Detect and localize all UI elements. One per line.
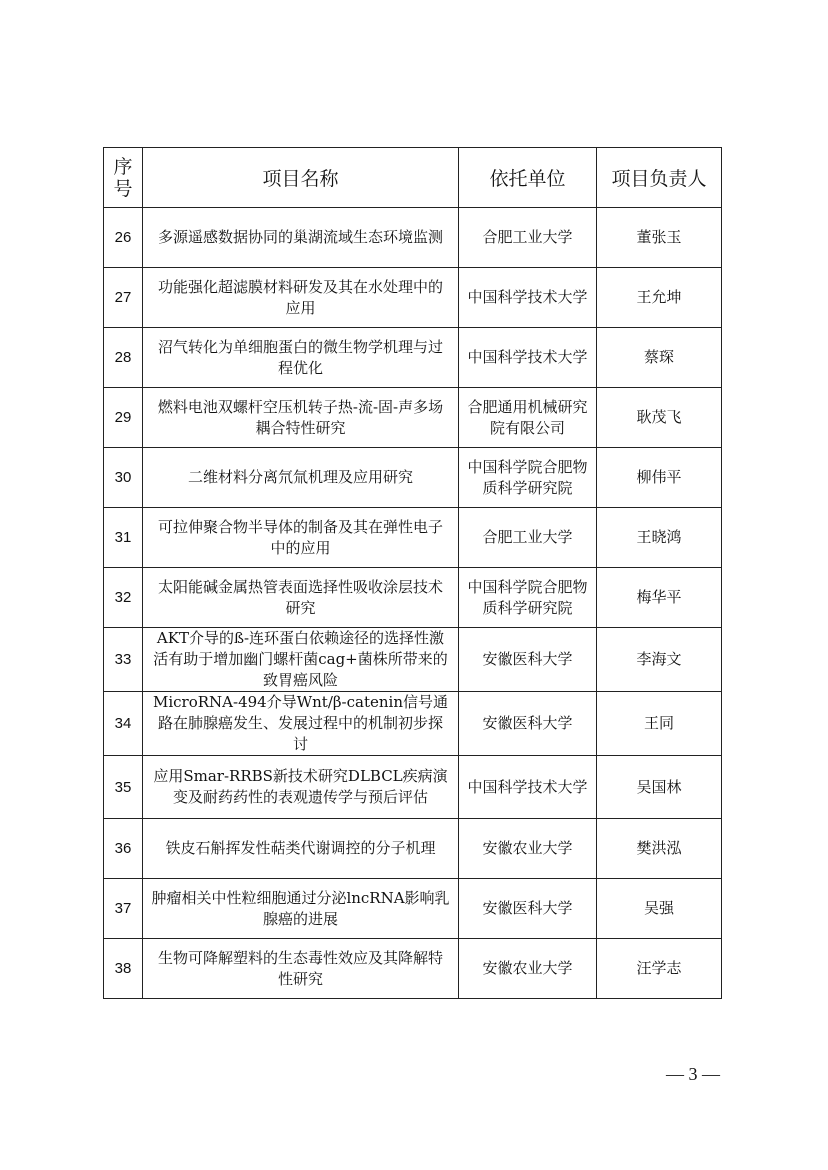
host-organization: 安徽医科大学 (459, 879, 597, 939)
row-number: 30 (104, 448, 143, 508)
row-number: 38 (104, 939, 143, 999)
project-name: 沼气转化为单细胞蛋白的微生物学机理与过程优化 (143, 328, 459, 388)
host-organization: 安徽医科大学 (459, 628, 597, 692)
project-name: 铁皮石斛挥发性萜类代谢调控的分子机理 (143, 819, 459, 879)
table-row (104, 388, 722, 448)
row-number: 37 (104, 879, 143, 939)
row-number: 29 (104, 388, 143, 448)
host-organization: 中国科学院合肥物质科学研究院 (459, 568, 597, 628)
project-leader: 柳伟平 (597, 448, 722, 508)
project-leader: 王同 (597, 692, 722, 756)
project-leader: 吴强 (597, 879, 722, 939)
header-row (104, 148, 722, 208)
project-leader: 王晓鸿 (597, 508, 722, 568)
project-name: 功能强化超滤膜材料研发及其在水处理中的应用 (143, 268, 459, 328)
project-leader: 樊洪泓 (597, 819, 722, 879)
project-name: 燃料电池双螺杆空压机转子热-流-固-声多场耦合特性研究 (143, 388, 459, 448)
page-number: — 3 — (666, 1064, 720, 1084)
host-organization: 合肥工业大学 (459, 208, 597, 268)
table-row (104, 508, 722, 568)
host-organization: 中国科学技术大学 (459, 756, 597, 819)
project-name: 生物可降解塑料的生态毒性效应及其降解特性研究 (143, 939, 459, 999)
row-number: 28 (104, 328, 143, 388)
table-row (104, 819, 722, 879)
project-name: 二维材料分离氘氚机理及应用研究 (143, 448, 459, 508)
row-number: 27 (104, 268, 143, 328)
project-table (103, 147, 722, 999)
row-number: 33 (104, 628, 143, 692)
project-leader: 吴国林 (597, 756, 722, 819)
row-number: 32 (104, 568, 143, 628)
row-number: 36 (104, 819, 143, 879)
project-leader: 耿茂飞 (597, 388, 722, 448)
project-name: 应用Smar-RRBS新技术研究DLBCL疾病演变及耐药药性的表观遗传学与预后评估 (143, 756, 459, 819)
host-organization: 中国科学技术大学 (459, 268, 597, 328)
project-name: 可拉伸聚合物半导体的制备及其在弹性电子中的应用 (143, 508, 459, 568)
project-name: 太阳能碱金属热管表面选择性吸收涂层技术研究 (143, 568, 459, 628)
table-row (104, 879, 722, 939)
project-name: AKT介导的ß-连环蛋白依赖途径的选择性激活有助于增加幽门螺杆菌cag+菌株所带来的致胃癌风险 (143, 628, 459, 692)
table-row (104, 568, 722, 628)
project-leader: 董张玉 (597, 208, 722, 268)
project-leader: 汪学志 (597, 939, 722, 999)
table-row (104, 268, 722, 328)
table-row (104, 756, 722, 819)
row-number: 35 (104, 756, 143, 819)
table-row (104, 939, 722, 999)
project-leader: 蔡琛 (597, 328, 722, 388)
row-number: 31 (104, 508, 143, 568)
header-seq: 序号 (104, 148, 143, 208)
host-organization: 安徽农业大学 (459, 939, 597, 999)
host-organization: 中国科学技术大学 (459, 328, 597, 388)
header-org: 依托单位 (459, 148, 597, 208)
project-name: 肿瘤相关中性粒细胞通过分泌lncRNA影响乳腺癌的进展 (143, 879, 459, 939)
table-row (104, 692, 722, 756)
row-number: 34 (104, 692, 143, 756)
project-leader: 王允坤 (597, 268, 722, 328)
project-name: 多源遥感数据协同的巢湖流域生态环境监测 (143, 208, 459, 268)
project-leader: 梅华平 (597, 568, 722, 628)
project-name: MicroRNA-494介导Wnt/β-catenin信号通路在肺腺癌发生、发展过程中的机制初步探讨 (143, 692, 459, 756)
host-organization: 合肥通用机械研究院有限公司 (459, 388, 597, 448)
table-row (104, 628, 722, 692)
project-leader: 李海文 (597, 628, 722, 692)
host-organization: 合肥工业大学 (459, 508, 597, 568)
host-organization: 安徽农业大学 (459, 819, 597, 879)
header-name: 项目名称 (143, 148, 459, 208)
table-row (104, 448, 722, 508)
table-row (104, 328, 722, 388)
table-row (104, 208, 722, 268)
row-number: 26 (104, 208, 143, 268)
host-organization: 中国科学院合肥物质科学研究院 (459, 448, 597, 508)
header-leader: 项目负责人 (597, 148, 722, 208)
host-organization: 安徽医科大学 (459, 692, 597, 756)
